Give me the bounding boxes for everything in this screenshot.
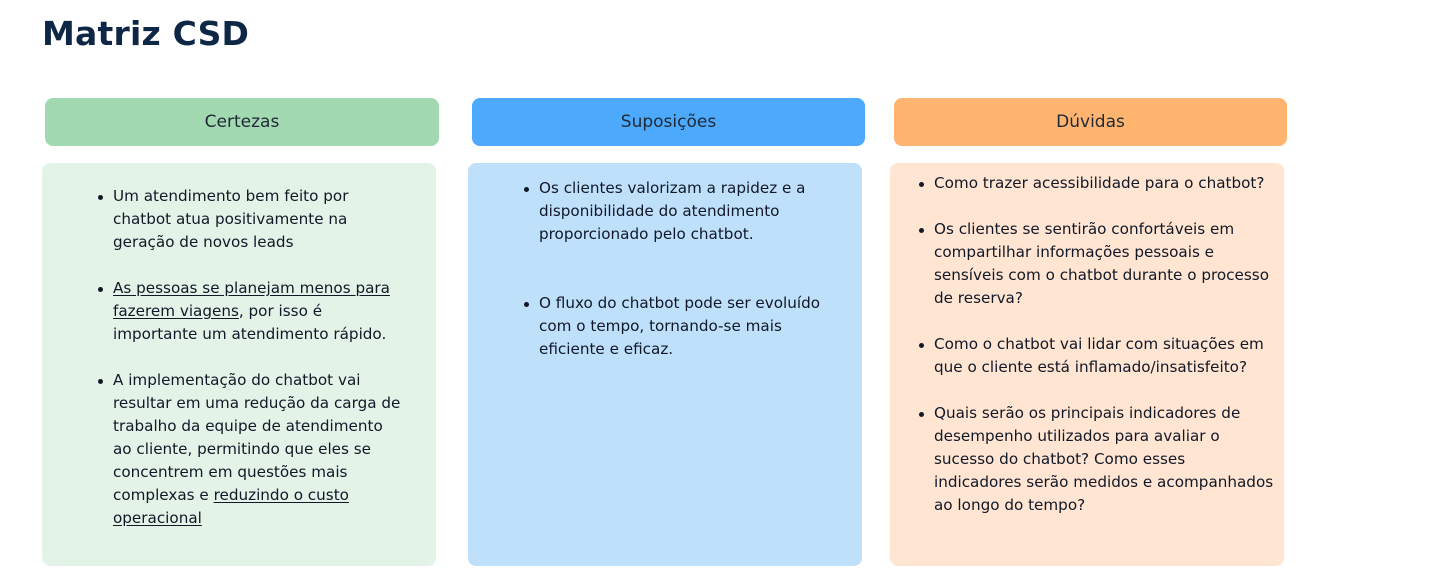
column-header-suposicoes: Suposições bbox=[472, 98, 865, 146]
bullet-icon bbox=[919, 228, 924, 233]
duvidas-list bbox=[934, 172, 1274, 540]
card-suposicoes bbox=[468, 163, 862, 566]
bullet-icon bbox=[524, 302, 529, 307]
item-text: Quais serão os principais indicadores de desempenho utilizados para avaliar o sucesso do chatbot? Como esses indicadores serão medidos e acompanhados ao longo do tempo? bbox=[934, 404, 1274, 514]
list-item bbox=[113, 277, 403, 346]
card-duvidas bbox=[890, 163, 1284, 566]
item-text: Como o chatbot vai lidar com situações em que o cliente está inflamado/insatisfeito? bbox=[934, 335, 1264, 376]
certezas-list bbox=[113, 185, 403, 553]
list-item bbox=[934, 333, 1274, 379]
item-text: Como trazer acessibilidade para o chatbot? bbox=[934, 174, 1265, 192]
bullet-icon bbox=[98, 379, 103, 384]
bullet-icon bbox=[919, 412, 924, 417]
item-text: O fluxo do chatbot pode ser evoluído com o tempo, tornando-se mais eficiente e eficaz. bbox=[539, 294, 821, 358]
item-text: Um atendimento bem feito por chatbot atua positivamente na geração de novos leads bbox=[113, 187, 349, 251]
bullet-icon bbox=[98, 195, 103, 200]
column-header-certezas: Certezas bbox=[45, 98, 439, 146]
list-item bbox=[934, 402, 1274, 517]
list-item bbox=[113, 185, 403, 254]
link-text[interactable]: reduzindo o custo operacional bbox=[113, 486, 349, 527]
bullet-icon bbox=[919, 182, 924, 187]
bullet-icon bbox=[524, 187, 529, 192]
column-header-duvidas: Dúvidas bbox=[894, 98, 1287, 146]
list-item bbox=[113, 369, 403, 530]
suposicoes-list bbox=[539, 177, 829, 407]
list-item bbox=[539, 177, 829, 246]
list-item bbox=[934, 172, 1274, 195]
list-item bbox=[934, 218, 1274, 310]
link-text[interactable]: As pessoas se planejam menos para fazerem viagens bbox=[113, 279, 390, 320]
card-certezas bbox=[42, 163, 436, 566]
item-text: , por isso é importante um atendimento rápido. bbox=[113, 302, 387, 343]
item-text: A implementação do chatbot vai resultar em uma redução da carga de trabalho da equipe de atendimento ao cliente, permitindo que eles se concentrem em questões mais complexas e bbox=[113, 371, 401, 504]
list-item bbox=[539, 292, 829, 361]
item-text: Os clientes valorizam a rapidez e a disponibilidade do atendimento proporcionado pelo chatbot. bbox=[539, 179, 806, 243]
bullet-icon bbox=[919, 343, 924, 348]
page-title: Matriz CSD bbox=[42, 14, 250, 53]
bullet-icon bbox=[98, 287, 103, 292]
item-text: Os clientes se sentirão confortáveis em compartilhar informações pessoais e sensíveis com o chatbot durante o processo de reserva? bbox=[934, 220, 1269, 307]
